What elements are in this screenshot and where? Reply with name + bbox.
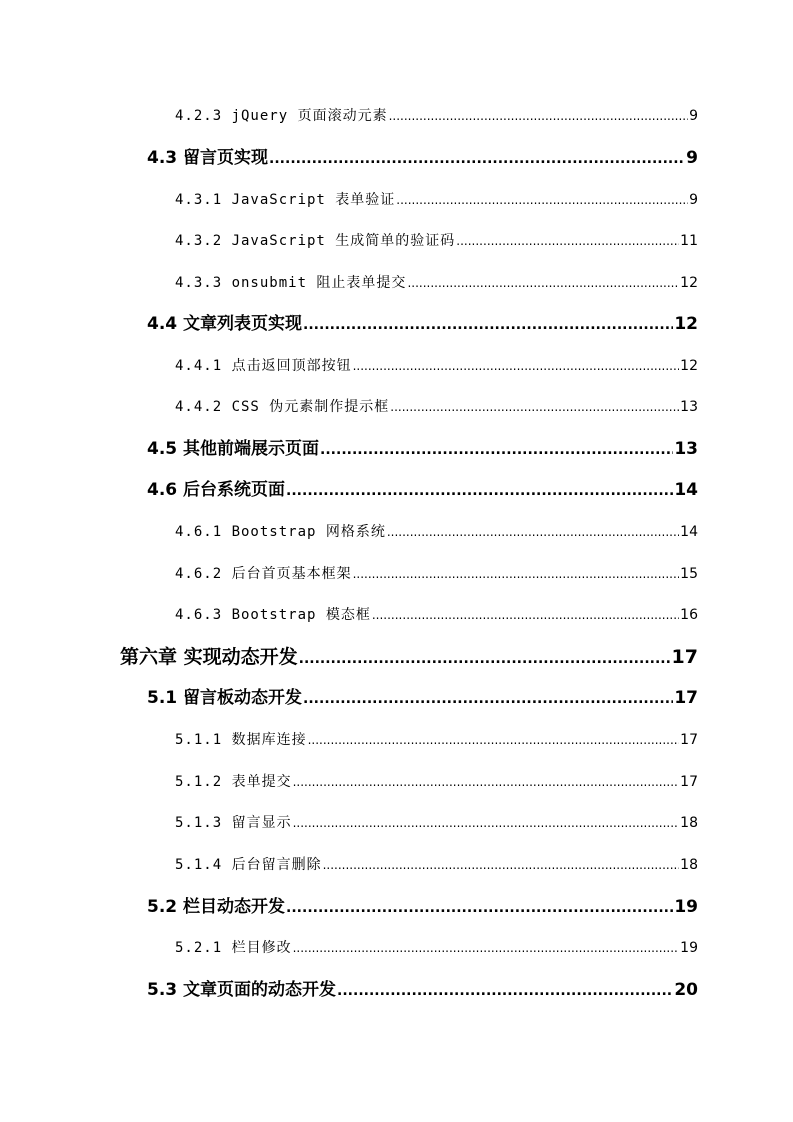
toc-dot-leader [320,436,673,462]
toc-entry-title: 4.6.2 后台首页基本框架 [175,566,352,582]
toc-entry-page: 12 [680,275,698,291]
toc-entry-title: 5.1.4 后台留言删除 [175,857,322,873]
toc-entry-page: 13 [680,399,698,415]
toc-entry-page: 12 [680,358,698,374]
toc-entry-page: 17 [674,688,698,708]
toc-entry-page: 20 [674,980,698,1000]
toc-dot-leader [372,602,679,628]
toc-entry-page: 13 [674,439,698,459]
toc-entry-title: 5.2 栏目动态开发 [147,897,286,917]
toc-entry-title: 5.1 留言板动态开发 [147,688,303,708]
toc-entry-page: 17 [680,732,698,748]
toc-entry[interactable] [175,187,698,213]
toc-entry[interactable] [147,894,698,920]
toc-entry-page: 19 [674,897,698,917]
toc-entry[interactable] [120,644,698,670]
toc-dot-leader [286,894,673,920]
toc-entry-title: 5.1.1 数据库连接 [175,732,307,748]
toc-entry[interactable] [175,353,698,379]
toc-entry[interactable] [147,685,698,711]
toc-entry-title: 4.4.1 点击返回顶部按钮 [175,358,352,374]
toc-dot-leader [269,145,685,171]
toc-entry-title: 4.6.1 Bootstrap 网格系统 [175,524,386,540]
toc-dot-leader [396,187,688,213]
toc-dot-leader [303,311,673,337]
toc-entry-page: 14 [674,480,698,500]
toc-entry-title: 4.6 后台系统页面 [147,480,286,500]
toc-entry-title: 4.6.3 Bootstrap 模态框 [175,607,371,623]
toc-entry[interactable] [147,977,698,1003]
toc-entry[interactable] [175,103,698,129]
toc-entry[interactable] [175,519,698,545]
toc-entry-title: 5.1.3 留言显示 [175,815,292,831]
toc-entry-title: 4.4 文章列表页实现 [147,314,303,334]
toc-dot-leader [407,270,679,296]
toc-entry[interactable] [175,852,698,878]
toc-entry-title: 4.3.3 onsubmit 阻止表单提交 [175,275,407,291]
toc-dot-leader [390,394,679,420]
toc-entry[interactable] [175,270,698,296]
toc-entry-title: 4.4.2 CSS 伪元素制作提示框 [175,399,390,415]
toc-dot-leader [353,353,680,379]
toc-entry[interactable] [147,477,698,503]
toc-entry-title: 4.3.2 JavaScript 生成简单的验证码 [175,233,456,249]
toc-dot-leader [323,852,680,878]
toc-entry-page: 9 [689,192,698,208]
toc-dot-leader [337,977,673,1003]
toc-entry-title: 5.2.1 栏目修改 [175,940,292,956]
toc-entry-title: 4.3.1 JavaScript 表单验证 [175,192,396,208]
toc-dot-leader [303,685,673,711]
toc-entry[interactable] [175,394,698,420]
toc-entry[interactable] [175,769,698,795]
toc-entry-title: 5.3 文章页面的动态开发 [147,980,337,1000]
toc-entry-page: 17 [680,774,698,790]
toc-entry[interactable] [175,935,698,961]
toc-entry[interactable] [147,436,698,462]
toc-entry-title: 4.3 留言页实现 [147,148,269,168]
toc-entry[interactable] [175,228,698,254]
toc-dot-leader [456,228,679,254]
toc-entry-page: 19 [680,940,698,956]
toc-entry-title: 4.5 其他前端展示页面 [147,439,320,459]
toc-entry-page: 11 [680,233,698,249]
toc-dot-leader [353,561,680,587]
toc-dot-leader [299,644,671,670]
toc-entry[interactable] [175,810,698,836]
toc-entry-page: 18 [680,857,698,873]
toc-dot-leader [389,103,689,129]
toc-dot-leader [286,477,673,503]
toc-entry-page: 18 [680,815,698,831]
toc-entry-title: 4.2.3 jQuery 页面滚动元素 [175,108,388,124]
toc-dot-leader [293,935,680,961]
toc-entry[interactable] [147,145,698,171]
toc-entry-title: 第六章 实现动态开发 [120,646,298,668]
toc-entry[interactable] [175,561,698,587]
toc-entry-page: 9 [686,148,698,168]
toc-dot-leader [308,727,680,753]
toc-entry-page: 16 [680,607,698,623]
toc-entry[interactable] [175,727,698,753]
toc-entry-page: 17 [671,646,698,668]
toc-dot-leader [293,810,680,836]
toc-dot-leader [293,769,680,795]
toc-entry-page: 9 [689,108,698,124]
toc-entry[interactable] [175,602,698,628]
toc-entry[interactable] [147,311,698,337]
toc-entry-title: 5.1.2 表单提交 [175,774,292,790]
toc-dot-leader [387,519,679,545]
toc-entry-page: 15 [680,566,698,582]
toc-entry-page: 12 [674,314,698,334]
toc-entry-page: 14 [680,524,698,540]
